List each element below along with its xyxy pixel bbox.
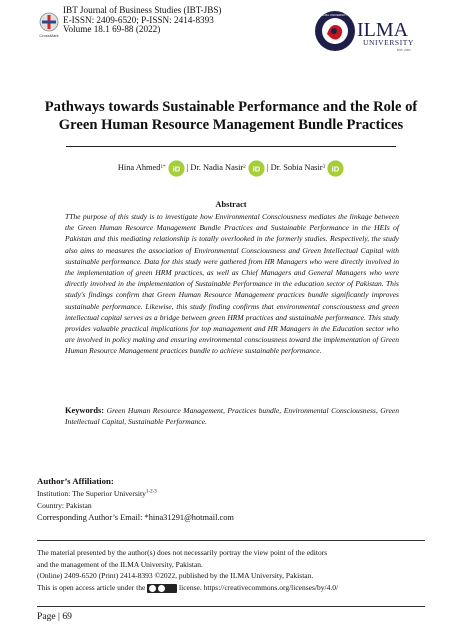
logo-sub-text: UNIVERSITY	[363, 38, 414, 47]
svg-text:ILMA UNIVERSITY: ILMA UNIVERSITY	[322, 13, 348, 17]
affiliation-country: Country: Pakistan	[37, 501, 92, 510]
author-1-name: Hina Ahmed	[117, 163, 161, 173]
license-link[interactable]: license. https://creativecommons.org/licenses/by/4.0/	[179, 582, 339, 592]
author-2-sup: 2	[243, 165, 246, 171]
title-line-2: Green Human Resource Management Bundle Practices	[58, 117, 404, 133]
journal-volume: Volume 18.1 69-88 (2022)	[63, 24, 161, 35]
orcid-icon[interactable]	[248, 160, 265, 177]
svg-text:CrossMark: CrossMark	[39, 33, 59, 38]
notice-line-2: and the management of the ILMA University, Pakistan.	[37, 559, 203, 569]
svg-text:iD: iD	[172, 164, 180, 174]
footer-divider	[37, 606, 425, 607]
author-2-name: Dr. Nadia Nasir	[190, 163, 244, 173]
crossmark-icon	[38, 12, 60, 38]
author-3-name: Dr. Sobia Nasir	[270, 163, 323, 173]
journal-info	[63, 6, 222, 35]
author-1-sup: 1*	[160, 165, 166, 171]
title-divider	[66, 146, 396, 147]
logo-main-text: ILMA	[357, 19, 409, 41]
keywords	[65, 405, 399, 427]
institution-sup: 1-2-3	[145, 489, 157, 495]
notice-divider	[37, 540, 425, 541]
keywords-text: Green Human Resource Management, Practices bundle, Environmental Consciousness, Green Intellectual Capital, Sustainable Performance.	[65, 406, 399, 427]
affiliation-institution: Institution: The Superior University$^{1-2-3}$	[37, 489, 157, 498]
copyright-notice	[37, 547, 432, 593]
journal-header	[38, 6, 433, 54]
svg-text:iD: iD	[252, 164, 261, 174]
logo-tagline: EST. 2001	[397, 48, 411, 52]
paper-title	[40, 98, 422, 134]
author-list	[0, 156, 462, 180]
orcid-icon[interactable]	[168, 160, 185, 177]
notice-line-4: This is open access article under the license. https://creativecommons.org/licenses/by/4.0/	[37, 582, 339, 592]
title-line-1: Pathways towards Sustainable Performance and the Role of	[44, 99, 418, 115]
author-3-sup: 3	[322, 165, 326, 171]
ilma-university-logo	[313, 8, 433, 54]
notice-line-3: (Online) 2409-6520 (Print) 2414-8393 ©2022, published by the ILMA University, Pakistan.	[37, 571, 314, 581]
orcid-icon[interactable]	[327, 160, 344, 177]
journal-issn: E-ISSN: 2409-6520; P-ISSN: 2414-8393	[63, 14, 214, 25]
page-number: Page | 69	[37, 611, 72, 622]
author-separator: |	[266, 163, 271, 173]
cc-by-license-icon[interactable]	[147, 584, 177, 593]
author-separator: |	[186, 163, 191, 173]
abstract-text: TThe purpose of this study is to investigate how Environmental Consciousness mediates the linkage between the Green Human Resource Management Bundle Practices and Sustainable Performance in the HEIs of Pakistan and this mediating relationship is totally overlooked in the formerly studies. Respectively, the study also aims to measures the association of Environmental Consciousness and Green Intellectual Capital with sustainable performance. Data for this study were gathered from HR Managers who were directly involved in the implementation of green HRM practices, as well as Chief Managers and General Managers who were directly involved in the implementation of Sustainable Performance in the education sector of Pakistan. This study's findings confirm that Green Human Resource Management practices bundle significantly improves sustainable performance. Likewise, this study finding confirms that environmental consciousness and green intellectual capital serves as a bridge between green HRM practices and sustainable performance. This study provides valuable practical implications for top management and HR Managers in the Education sector who are involved in policy making and ensuring environmental consciousness toward the implementation of Green Human Resource Management practices bundle to achieve sustainable performance.	[65, 212, 399, 356]
svg-text:iD: iD	[331, 164, 340, 174]
journal-name: IBT Journal of Business Studies (IBT-JBS)	[63, 5, 222, 15]
abstract-heading: Abstract	[215, 200, 247, 209]
affiliation-email: Corresponding Author’s Email: *hina31291@hotmail.com	[37, 513, 234, 522]
keywords-label: Keywords:	[65, 406, 105, 415]
affiliation-heading: Author’s Affiliation:	[37, 476, 114, 486]
notice-line-1: The material presented by the author(s) does not necessarily portray the view point of the editors	[37, 548, 328, 557]
